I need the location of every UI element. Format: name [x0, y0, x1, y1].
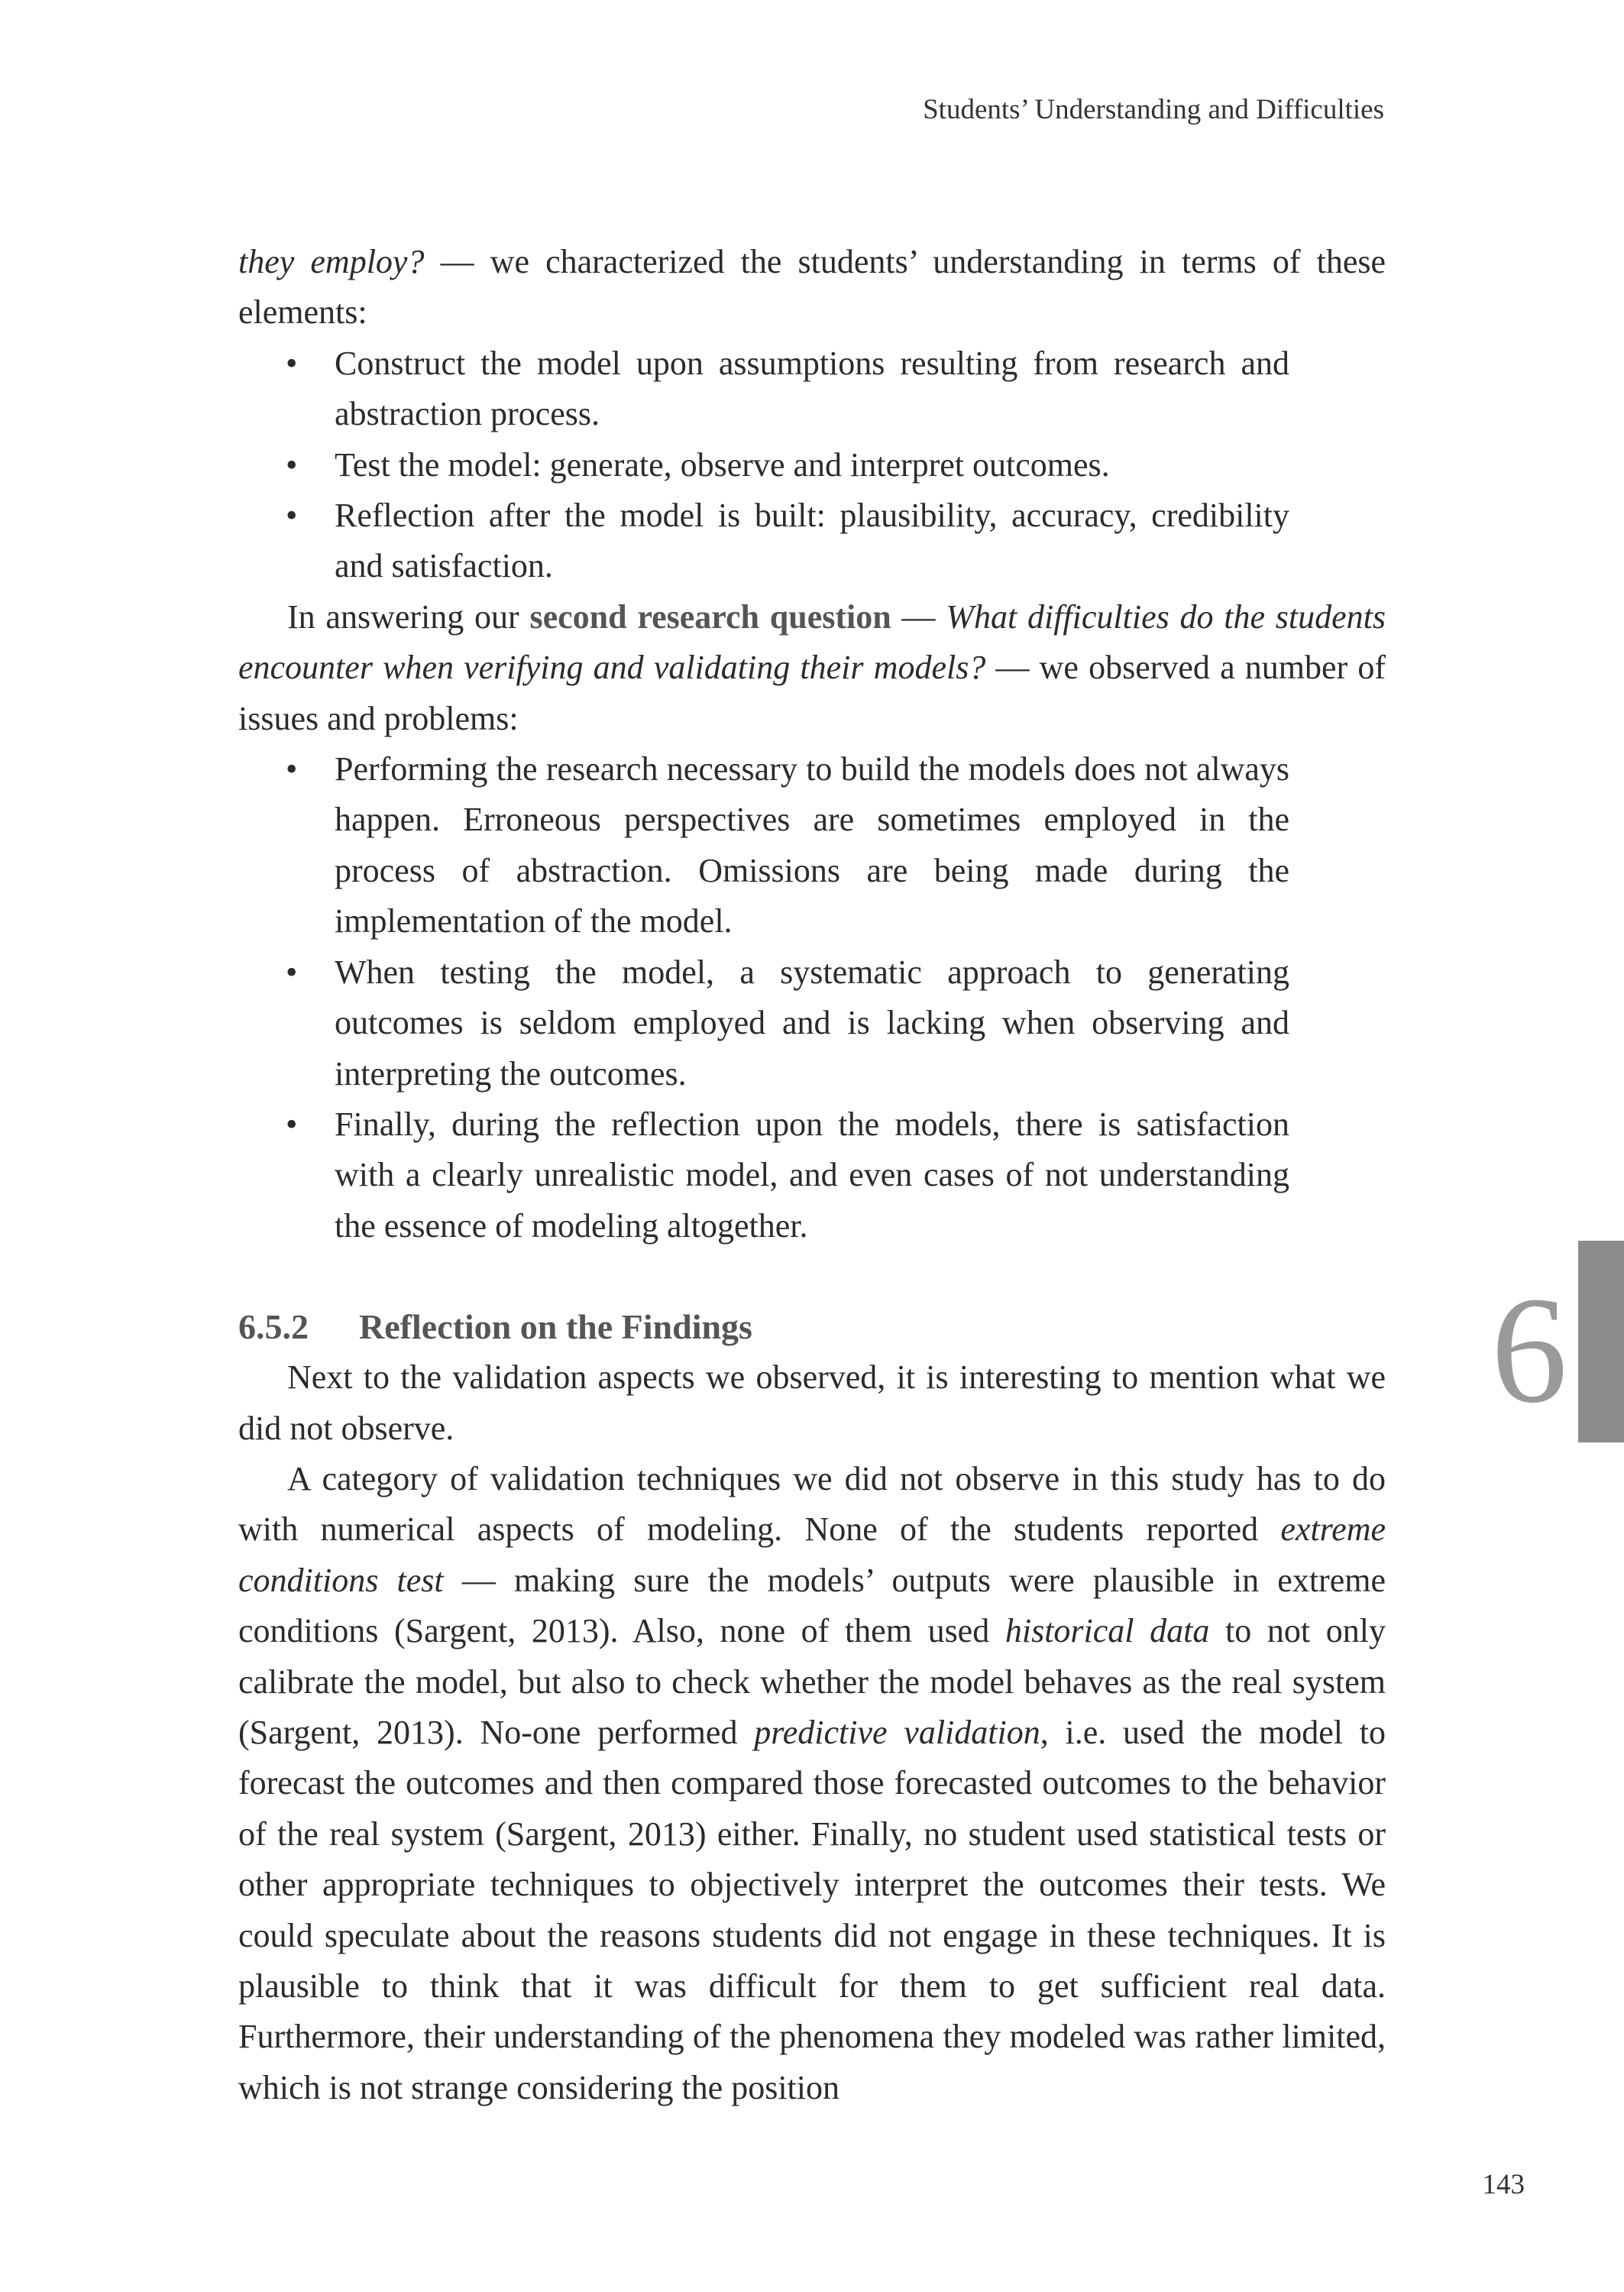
section-number: 6.5.2 — [238, 1307, 309, 1347]
text-run: to not only calibrate the model, but also to check whether the model behaves as the real system (Sargent, 2013). No-one performed — [238, 1612, 1386, 1751]
paragraph — [238, 237, 1386, 338]
text-run: — making sure the models’ outputs were plausible in extreme conditions (Sargent, 2013). Also, none of them used — [238, 1561, 1386, 1650]
page-number: 143 — [1482, 2169, 1525, 2200]
research-question-label: second research question — [529, 597, 891, 636]
italic-term: predictive validation — [754, 1713, 1040, 1751]
bullet-list-issues — [238, 744, 1386, 1251]
italic-phrase: they employ? — [238, 243, 425, 280]
italic-term: extreme conditions test — [238, 1510, 1386, 1599]
list-item: • Construct the model upon assumptions resulting from research and abstraction process. — [335, 338, 1289, 440]
list-item: • Reflection after the model is built: plausibility, accuracy, credibility and satisfaction. — [335, 490, 1289, 592]
bullet-list-elements — [238, 338, 1386, 592]
text-run: — we characterized the students’ understanding in terms of these elements: — [238, 243, 1386, 332]
italic-term: historical data — [1004, 1612, 1210, 1650]
list-item: • When testing the model, a systematic approach to generating outcomes is seldom employed and is lacking when observing and interpreting the outcomes. — [335, 947, 1289, 1099]
section-heading — [238, 1302, 1386, 1352]
chapter-thumb-tab — [1578, 1241, 1624, 1442]
chapter-number: 6 — [1491, 1266, 1567, 1435]
research-question-text: What difficulties do the students encounter when verifying and validating their models? — [238, 597, 1386, 687]
list-item: • Finally, during the reflection upon the models, there is satisfaction with a clearly unrealistic model, and even cases of not understanding the essence of modeling altogether. — [335, 1099, 1289, 1251]
paragraph — [238, 1454, 1386, 2113]
text-run: In answering our — [287, 597, 530, 636]
text-run: A category of validation techniques we did not observe in this study has to do with numerical aspects of modeling. None of the students reported — [238, 1459, 1386, 1549]
running-head: Students’ Understanding and Difficulties — [923, 94, 1384, 125]
paragraph — [238, 592, 1386, 744]
list-item: • Test the model: generate, observe and interpret outcomes. — [335, 440, 1289, 490]
text-run: — we observed a number of issues and problems: — [238, 649, 1386, 737]
body-text — [238, 237, 1386, 2113]
text-run: , i.e. used the model to forecast the outcomes and then compared those forecasted outcomes to the behavior of the real system (Sargent, 2013) either. Finally, no student used statistical tests or other appropriate techniques to objectively interpret the outcomes their tests. We could speculate about the reasons students did not engage in these techniques. It is plausible to think that it was difficult for them to get sufficient real data. Furthermore, their understanding of the phenomena they modeled was rather limited, which is not strange considering the position — [238, 1713, 1386, 2106]
text-run: — — [891, 597, 946, 636]
list-item: • Performing the research necessary to build the models does not always happen. Erroneous perspectives are sometimes employed in the process of abstraction. Omissions are being made during the implementation of the model. — [335, 744, 1289, 947]
paragraph: Next to the validation aspects we observed, it is interesting to mention what we did not observe. — [238, 1358, 1386, 1447]
section-title: Reflection on the Findings — [359, 1307, 752, 1347]
